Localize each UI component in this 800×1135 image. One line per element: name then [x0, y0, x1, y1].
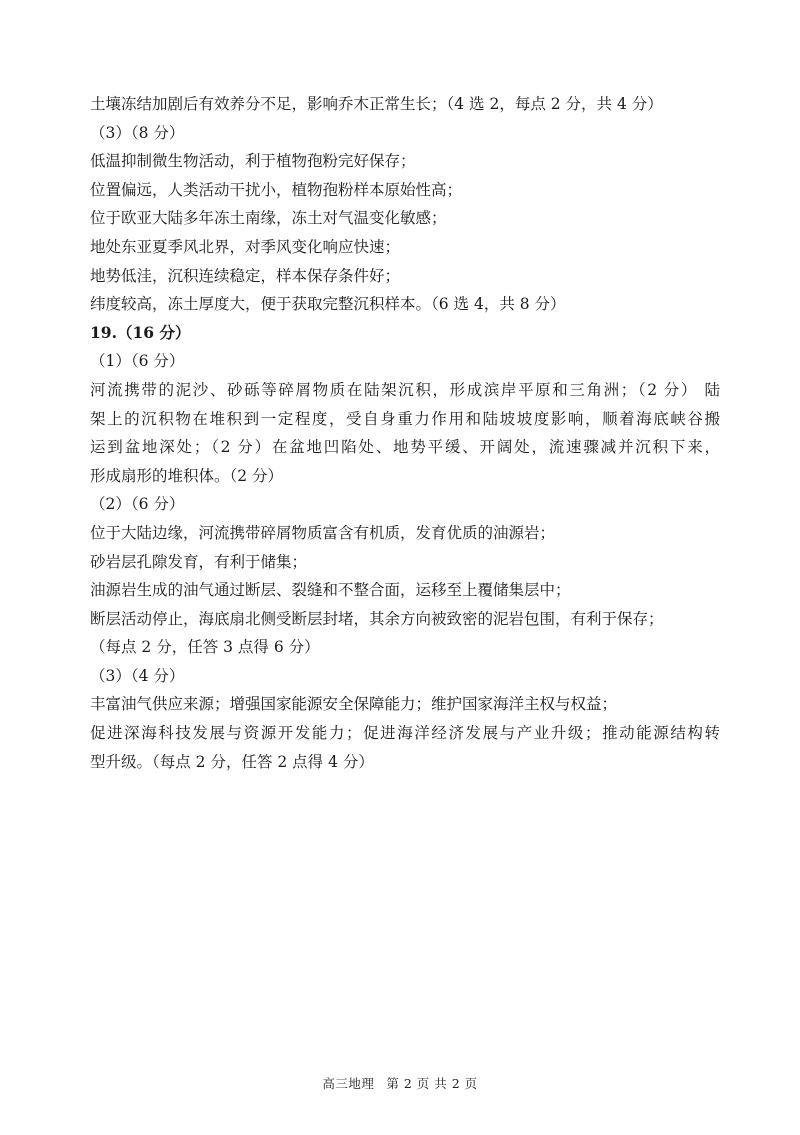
answer-line: 地势低洼，沉积连续稳定，样本保存条件好； [90, 266, 401, 285]
answer-line: 断层活动停止，海底扇北侧受断层封堵，其余方向被致密的泥岩包围，有利于保存； [90, 609, 664, 628]
answer-line: 土壤冻结加剧后有效养分不足，影响乔木正常生长；（4 选 2，每点 2 分，共 4 分） [90, 95, 663, 113]
answer-line: 架上的沉积物在堆积到一定程度，受自身重力作用和陆坡坡度影响，顺着海底峡谷搬 [90, 409, 720, 428]
answer-line: 位置偏远，人类活动干扰小，植物孢粉样本原始性高； [90, 180, 463, 199]
answer-content [90, 90, 720, 776]
footer-subject: 高三地理 [322, 1076, 375, 1091]
answer-line: 地处东亚夏季风北界，对季风变化响应快速； [90, 237, 401, 256]
answer-line: 型升级。（每点 2 分，任答 2 点得 4 分） [90, 752, 374, 771]
footer-page-number: 第 2 页 共 2 页 [386, 1076, 478, 1091]
subquestion-heading: （1）（6 分） [90, 352, 185, 371]
answer-line: 促进深海科技发展与资源开发能力；促进海洋经济发展与产业升级；推动能源结构转 [90, 724, 720, 743]
answer-line: 丰富油气供应来源；增强国家能源安全保障能力；维护国家海洋主权与权益； [90, 695, 618, 714]
answer-line: 位于大陆边缘，河流携带碎屑物质富含有机质，发育优质的油源岩； [90, 523, 556, 542]
answer-line: 河流携带的泥沙、砂砾等碎屑物质在陆架沉积，形成滨岸平原和三角洲；（2 分） 陆 [90, 380, 720, 399]
scoring-note: （每点 2 分，任答 3 点得 6 分） [90, 638, 320, 657]
answer-line: 油源岩生成的油气通过断层、裂缝和不整合面，运移至上覆储集层中； [90, 581, 571, 600]
subquestion-heading: （3）（8 分） [90, 123, 185, 142]
answer-line: 砂岩层孔隙发育，有利于储集； [90, 552, 308, 571]
page-footer [0, 1074, 800, 1092]
answer-line: 纬度较高，冻土厚度大，便于获取完整沉积样本。（6 选 4，共 8 分） [90, 295, 566, 314]
answer-line: 低温抑制微生物活动，利于植物孢粉完好保存； [90, 152, 416, 171]
answer-line: 位于欧亚大陆多年冻土南缘，冻土对气温变化敏感； [90, 209, 447, 228]
question-heading: 19.（16 分） [90, 322, 191, 342]
subquestion-heading: （3）（4 分） [90, 666, 185, 685]
subquestion-heading: （2）（6 分） [90, 495, 185, 514]
answer-line: 运到盆地深处；（2 分）在盆地凹陷处、地势平缓、开阔处，流速骤减并沉积下来， [90, 438, 720, 457]
answer-line: 形成扇形的堆积体。（2 分） [90, 466, 284, 485]
